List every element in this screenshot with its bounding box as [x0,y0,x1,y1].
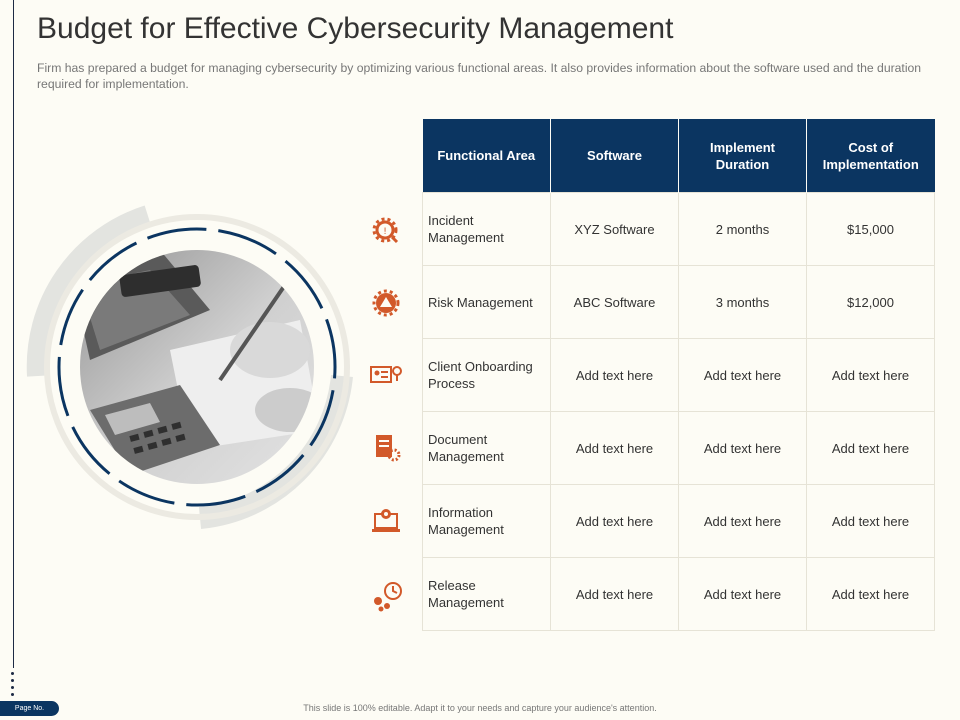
cell-area: Information Management [423,485,551,558]
page-number-badge: Page No. [0,701,59,716]
cell-duration: 3 months [679,266,807,339]
left-dots [11,672,15,700]
svg-text:!: ! [383,227,387,237]
cell-area: Document Management [423,412,551,485]
table-row [423,558,935,631]
header-software: Software [551,119,679,193]
page-subtitle: Firm has prepared a budget for managing cybersecurity by optimizing various functional areas. It also provides information about the software used and the duration required for implementation. [37,61,922,91]
table-row [423,339,935,412]
cell-software: Add text here [551,412,679,485]
header-functional-area: Functional Area [423,119,551,193]
cell-software: ABC Software [551,266,679,339]
cell-duration: Add text here [679,339,807,412]
left-rule [13,0,14,668]
gear-search-icon [366,211,406,251]
cell-software: Add text here [551,339,679,412]
table-row [423,266,935,339]
cell-cost: Add text here [807,485,935,558]
cell-area: Client Onboarding Process [423,339,551,412]
cell-cost: $12,000 [807,266,935,339]
cell-area: Incident Management [423,193,551,266]
cell-duration: Add text here [679,412,807,485]
cell-cost: $15,000 [807,193,935,266]
cell-area: Risk Management [423,266,551,339]
budget-table [422,119,935,631]
header-cost: Cost of Implementation [807,119,935,193]
cell-software: XYZ Software [551,193,679,266]
laptop-gear-icon [366,502,406,542]
table-row [423,485,935,558]
cell-duration: 2 months [679,193,807,266]
cell-duration: Add text here [679,558,807,631]
table-row [423,193,935,266]
cell-cost: Add text here [807,558,935,631]
cell-software: Add text here [551,558,679,631]
document-gear-icon [366,429,406,469]
gear-warning-icon [366,283,406,323]
cell-duration: Add text here [679,485,807,558]
table-header-row [423,119,935,193]
header-implement-duration: Implement Duration [679,119,807,193]
footer-note: This slide is 100% editable. Adapt it to your needs and capture your audience's attention. [303,703,657,713]
id-card-icon [366,356,406,396]
table-row [423,412,935,485]
cell-cost: Add text here [807,339,935,412]
page-title: Budget for Effective Cybersecurity Management [37,12,674,45]
cell-software: Add text here [551,485,679,558]
circular-photo [20,200,370,540]
cell-area: Release Management [423,558,551,631]
cell-cost: Add text here [807,412,935,485]
clock-gears-icon [366,576,406,616]
